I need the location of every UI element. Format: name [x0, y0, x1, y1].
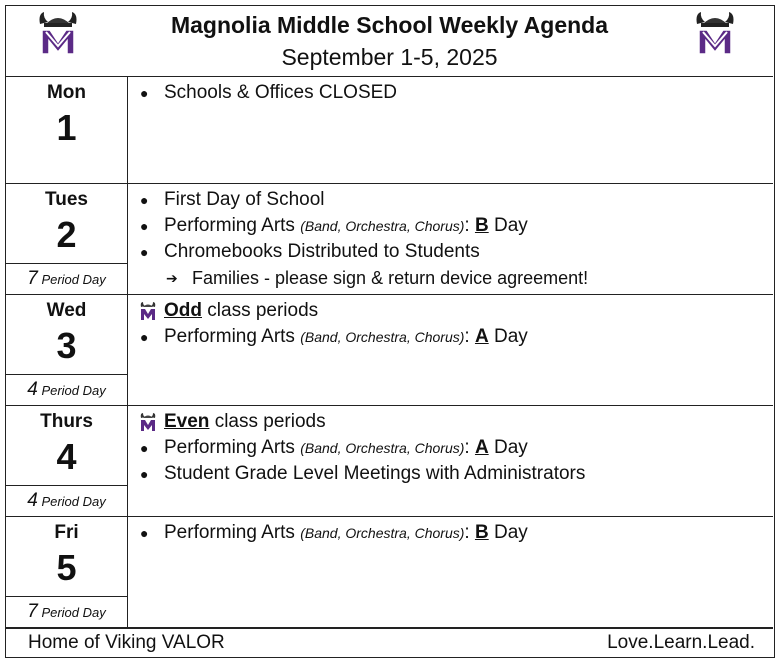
day-cell	[6, 77, 128, 183]
day-number: 3	[56, 325, 77, 366]
agenda-item: Even class periods	[136, 409, 769, 435]
agenda-item: ● Chromebooks Distributed to Students	[136, 239, 769, 265]
bullet-icon: ●	[140, 244, 149, 260]
bullet-icon: ●	[140, 85, 149, 101]
footer-tagline: Love.Learn.Lead.	[607, 632, 755, 653]
day-cell	[6, 184, 128, 294]
day-name: Wed	[46, 300, 87, 321]
day-number: 2	[56, 214, 77, 255]
arrow-icon: ➔	[166, 270, 178, 286]
day-number: 1	[56, 107, 77, 148]
day-name: Thurs	[40, 411, 93, 432]
day-row-monday	[6, 77, 773, 184]
day-name: Mon	[46, 82, 87, 103]
agenda-footer	[6, 628, 773, 657]
day-number: 5	[56, 547, 77, 588]
day-name: Fri	[54, 522, 79, 543]
period-day-label: 4 Period Day	[6, 485, 127, 516]
day-agenda	[136, 80, 769, 106]
bullet-icon: ●	[140, 329, 149, 345]
bullet-icon: ●	[140, 192, 149, 208]
agenda-item: ● Student Grade Level Meetings with Administrators	[136, 461, 769, 487]
bullet-icon: ●	[140, 440, 149, 456]
page-title: Magnolia Middle School Weekly Agenda	[170, 12, 609, 38]
period-day-label: 7 Period Day	[6, 596, 127, 627]
day-cell	[6, 295, 128, 405]
day-cell	[6, 406, 128, 516]
agenda-frame	[5, 5, 775, 658]
day-number: 4	[56, 436, 77, 477]
day-row-wednesday	[6, 295, 773, 406]
agenda-item: Odd class periods	[136, 298, 769, 324]
agenda-item: ● Performing Arts (Band, Orchestra, Chorus): B Day	[136, 520, 769, 546]
day-name: Tues	[45, 189, 88, 210]
viking-m-logo-right	[691, 10, 739, 56]
day-agenda	[136, 520, 769, 546]
day-cell	[6, 517, 128, 627]
period-day-label: 7 Period Day	[6, 263, 127, 294]
page-date-range: September 1-5, 2025	[281, 44, 498, 70]
day-agenda	[136, 298, 769, 350]
agenda-header	[6, 6, 773, 77]
day-row-tuesday	[6, 184, 773, 295]
bullet-icon: ●	[140, 525, 149, 541]
day-agenda	[136, 409, 769, 487]
agenda-subitem: ➔ Families - please sign & return device agreement!	[136, 265, 769, 291]
agenda-item: ● Schools & Offices CLOSED	[136, 80, 769, 106]
agenda-item: ● First Day of School	[136, 187, 769, 213]
agenda-item: ● Performing Arts (Band, Orchestra, Chorus): A Day	[136, 324, 769, 350]
agenda-item: ● Performing Arts (Band, Orchestra, Chorus): B Day	[136, 213, 769, 239]
bullet-icon: ●	[140, 218, 149, 234]
day-row-thursday	[6, 406, 773, 517]
day-row-friday	[6, 517, 773, 628]
viking-m-icon	[138, 301, 158, 321]
footer-motto: Home of Viking VALOR	[28, 632, 225, 653]
viking-m-icon	[138, 412, 158, 432]
period-day-label: 4 Period Day	[6, 374, 127, 405]
bullet-icon: ●	[140, 466, 149, 482]
day-agenda	[136, 187, 769, 291]
agenda-item: ● Performing Arts (Band, Orchestra, Chorus): A Day	[136, 435, 769, 461]
